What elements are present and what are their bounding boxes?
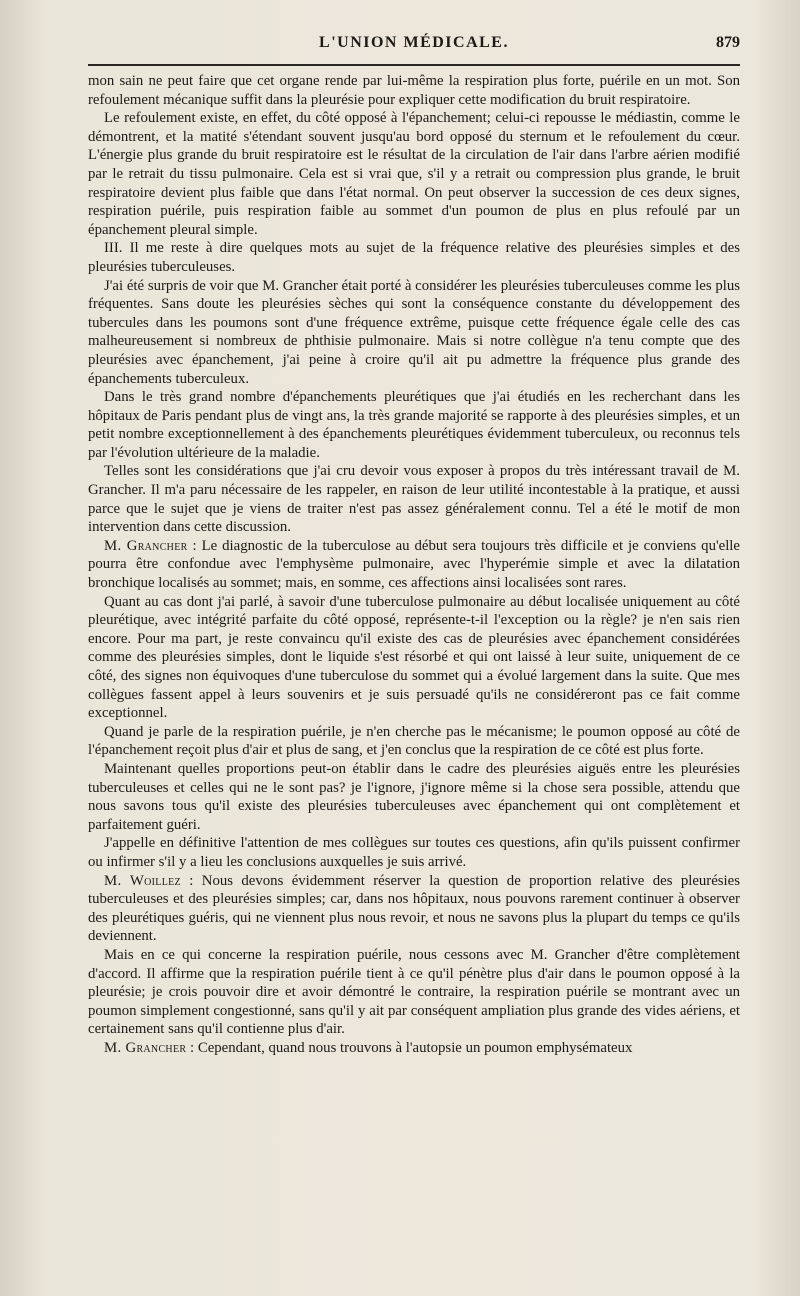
paragraph-section-three: III. Il me reste à dire quelques mots au sujet de la fréquence relative des pleurésies simples et des pleurésies tuberculeuses. xyxy=(88,240,740,275)
speaker-paragraph xyxy=(88,1039,740,1058)
speaker-name: M. Grancher xyxy=(104,1039,187,1056)
paragraph: mon sain ne peut faire que cet organe rende par lui-même la respiration plus forte, puérile en un mot. Son refoulement mécanique suffit dans la pleurésie pour expliquer cette modification du bruit respiratoire. xyxy=(88,73,740,108)
speech-text: : Nous devons évidemment réserver la question de proportion relative des pleurésies tuberculeuses et des pleurésies simples; car, dans nos hôpitaux, nous pouvons rarement continuer à observer des pleurétiques guéris, qui ne viennent plus nous revoir, et nous ne savons plus la plupart du temps ce qu'ils deviennent. xyxy=(88,872,740,945)
speech-text: : Cependant, quand nous trouvons à l'autopsie un poumon emphysémateux xyxy=(186,1039,633,1056)
article-body xyxy=(88,72,740,1057)
speech-text: : Le diagnostic de la tuberculose au début sera toujours très difficile et je conviens qu'elle pourra être confondue avec l'emphysème pulmonaire, avec l'hyperémie simple et avec la dilatation bronchique localisés au sommet; mais, en somme, ces affections ainsi localisées sont rares. xyxy=(88,537,740,592)
paragraph: J'ai été surpris de voir que M. Grancher était porté à considérer les pleurésies tuberculeuses comme les plus fréquentes. Sans doute les pleurésies sèches qui sont la conséquence constante du développement des tubercules dans les poumons sont d'une fréquence extrême, puisque cette fréquence égale celle des cas malheureusement si nombreux de phthisie pulmonaire. Mais si notre collègue n'a tenu compte que des pleurésies avec épanchement, j'ai peine à croire qu'il ait pu admettre la fréquence plus grande des épanchements tuberculeux. xyxy=(88,277,740,387)
page-header xyxy=(88,30,740,60)
paragraph: Dans le très grand nombre d'épanchements pleurétiques que j'ai étudiés en les recherchant dans les hôpitaux de Paris pendant plus de vingt ans, la très grande majorité se rapporte à des pleurésies simples, et un petit nombre exceptionnellement à des épanchements pleurétiques évidemment tuberculeux, ou reconnus tels par l'évolution ultérieure de la maladie. xyxy=(88,389,740,461)
paragraph: Telles sont les considérations que j'ai cru devoir vous exposer à propos du très intéressant travail de M. Grancher. Il m'a paru nécessaire de les rappeler, en raison de leur utilité incontestable à la pratique, et aussi parce que le sujet que je viens de traiter n'est pas assez généralement connu. Tel a été le motif de mon intervention dans cette discussion. xyxy=(88,463,740,536)
paragraph: Maintenant quelles proportions peut-on établir dans le cadre des pleurésies aiguës entre les pleurésies tuberculeuses et celles qui ne le sont pas? je l'ignore, j'ignore même si la chose sera possible, attendu que nous savons tous qu'il existe des pleurésies tuberculeuses avec épanchement qui ont complètement et parfaitement guéri. xyxy=(88,760,740,833)
paragraph: Quand je parle de la respiration puérile, je n'en cherche pas le mécanisme; le poumon opposé au côté de l'épanchement reçoit plus d'air et plus de sang, et j'en conclus que la respiration de ce côté est plus forte. xyxy=(88,723,740,759)
speaker-paragraph xyxy=(88,537,740,593)
paragraph: Mais en ce qui concerne la respiration puérile, nous cessons avec M. Grancher d'être complètement d'accord. Il affirme que la respiration puérile tient à ce qu'il pénètre plus d'air dans le poumon opposé à la pleurésie; je crois pouvoir dire et avoir démontré le contraire, la respiration puérile se montrant avec un poumon simplement congestionné, sans qu'il y ait par conséquent ampliation plus grande des vides aériens, et certainement sans qu'il contienne plus d'air. xyxy=(88,946,740,1038)
page-number: 879 xyxy=(716,34,740,51)
paragraph: Quant au cas dont j'ai parlé, à savoir d'une tuberculose pulmonaire au début localisée uniquement au côté pleurétique, avec intégrité parfaite du côté opposé, représente-t-il l'exception ou la règle? je n'en sais rien encore. Pour ma part, je reste convaincu qu'il existe des cas de pleurésies avec épanchement considérées comme des pleurésies simples, dont le liquide s'est résorbé et qui ont laissé à leur suite, uniquement de ce côté, des signes non équivoques d'une tuberculose du sommet qui a évolué largement dans la suite. Que mes collègues fassent appel à leurs souvenirs et je suis persuadé qu'ils ne considéreront pas ce fait comme exceptionnel. xyxy=(88,593,740,722)
speaker-paragraph xyxy=(88,872,740,946)
speaker-name: M. Grancher xyxy=(104,537,188,554)
header-rule xyxy=(88,64,740,66)
paragraph: Le refoulement existe, en effet, du côté opposé à l'épanchement; celui-ci repousse le médiastin, comme le démontrent, et la matité s'étendant souvent jusqu'au bord opposé du sternum et le refoulement du cœur. L'énergie plus grande du bruit respiratoire est le résultat de la circulation de l'air dans l'arbre aérien modifié par le retrait du tissu pulmonaire. Cela est si vrai que, s'il y a retrait ou compression plus grande, le bruit respiratoire devient plus faible que dans l'état normal. On peut observer la succession de ces deux signes, respiration puérile, puis respiration faible au sommet d'un poumon de plus en plus refoulé par un épanchement pleural simple. xyxy=(88,110,740,238)
running-title: L'UNION MÉDICALE. xyxy=(319,34,509,51)
speaker-name: M. Woillez xyxy=(104,872,181,889)
paragraph: J'appelle en définitive l'attention de mes collègues sur toutes ces questions, afin qu'ils puissent confirmer ou infirmer s'il y a lieu les conclusions auxquelles je suis arrivé. xyxy=(88,835,740,870)
